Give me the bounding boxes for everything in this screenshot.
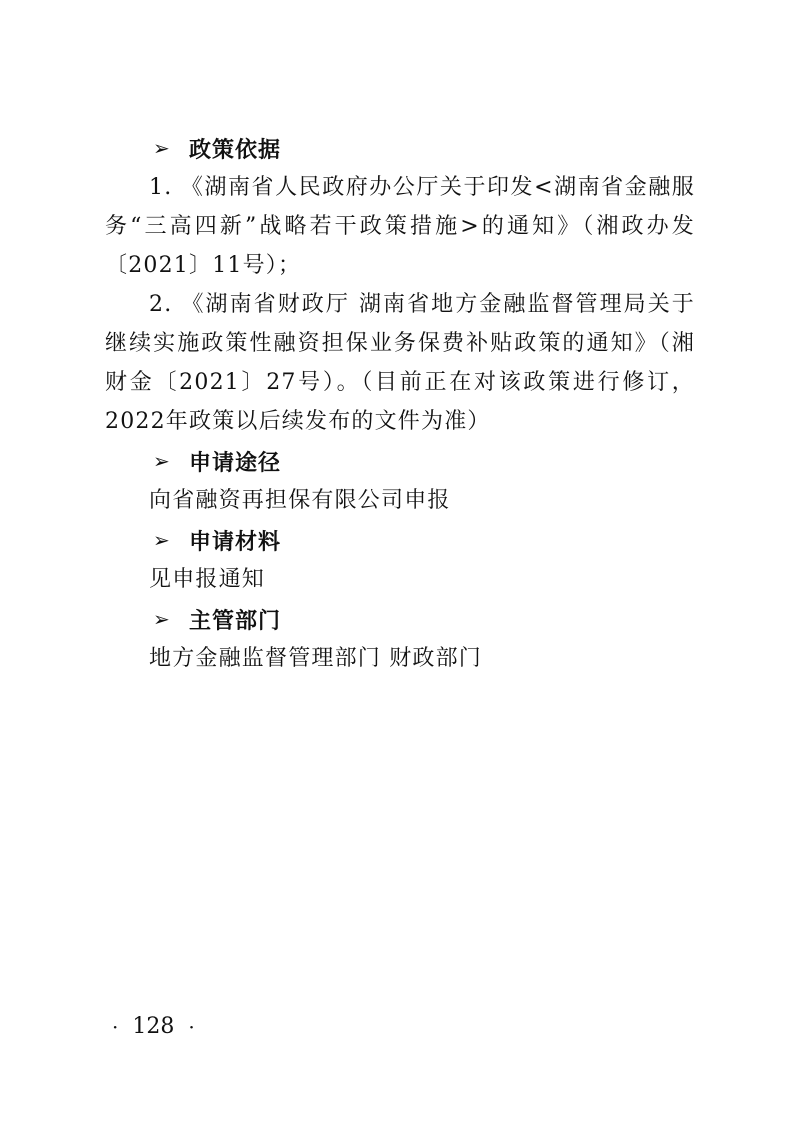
application-route-text: 向省融资再担保有限公司申报 [149, 488, 451, 513]
policy-item-1: 1. 《湖南省人民政府办公厅关于印发<湖南省金融服务“三高四新”战略若干政策措施>的通知》（湘政办发〔2021〕11号）； [105, 175, 695, 278]
section-heading-application-materials [105, 520, 695, 560]
page-number-dot-left: · [112, 1014, 119, 1039]
page-number [112, 1014, 195, 1039]
section-heading-policy-basis [105, 128, 695, 168]
section-heading-competent-department [105, 599, 695, 639]
page-number-dot-right: · [188, 1014, 195, 1039]
arrow-bullet-icon: ➢ [153, 449, 171, 473]
document-content [105, 128, 695, 678]
heading-text: 申请材料 [189, 529, 282, 555]
arrow-bullet-icon: ➢ [153, 607, 171, 631]
application-materials-text: 见申报通知 [149, 567, 266, 592]
arrow-bullet-icon: ➢ [153, 528, 171, 552]
heading-text: 政策依据 [189, 137, 282, 163]
heading-text: 申请途径 [189, 450, 282, 476]
competent-department-text: 地方金融监督管理部门 财政部门 [149, 646, 482, 671]
heading-text: 主管部门 [189, 608, 282, 634]
section-heading-application-route [105, 441, 695, 481]
page-number-value: 128 [132, 1014, 175, 1039]
policy-item-2: 2. 《湖南省财政厅 湖南省地方金融监督管理局关于继续实施政策性融资担保业务保费补贴政策的通知》（湘财金〔2021〕27号）。（目前正在对该政策进行修订，2022年政策以后续发布的文件为准） [105, 292, 695, 434]
arrow-bullet-icon: ➢ [153, 136, 171, 160]
